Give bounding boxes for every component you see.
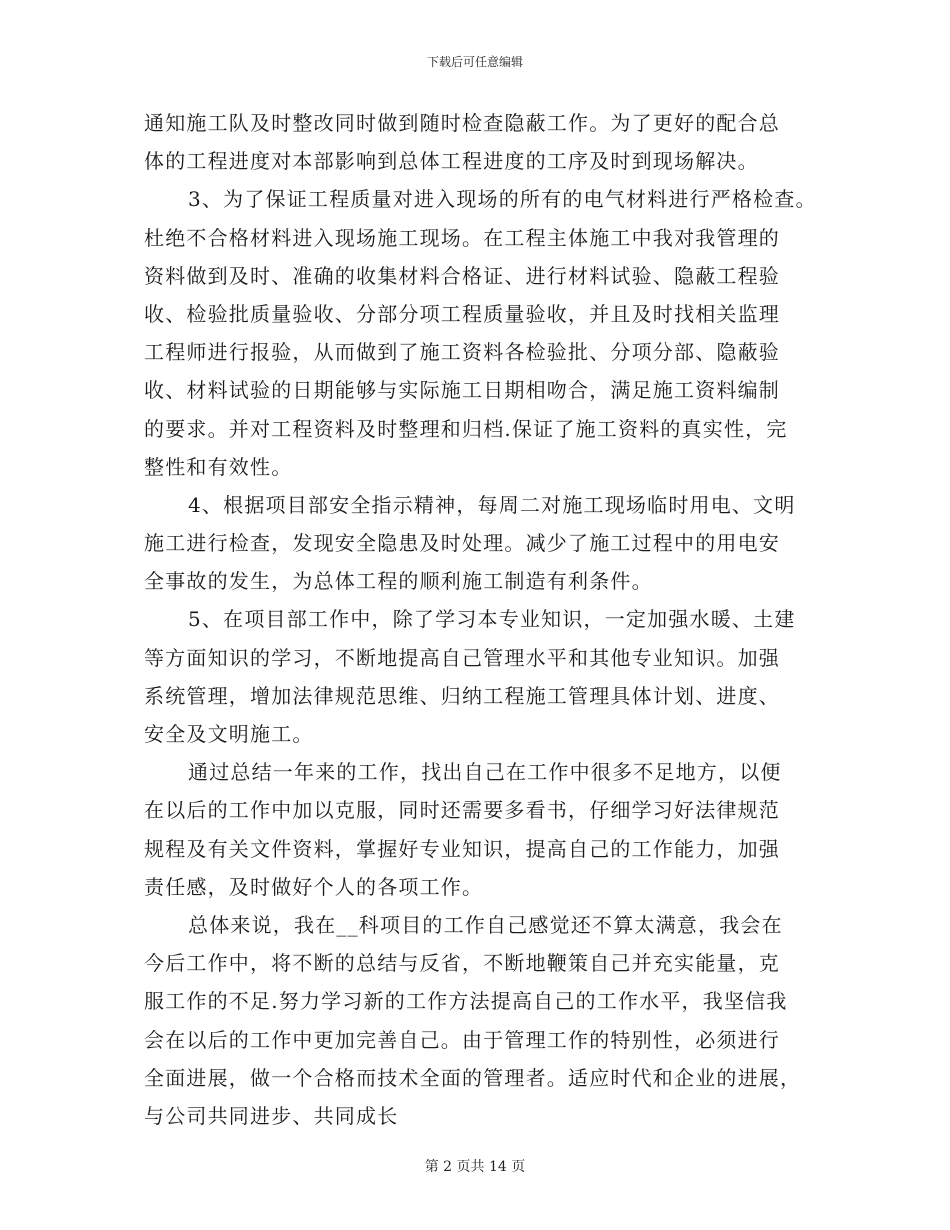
body-text-line: 杜绝不合格材料进入现场施工现场。在工程主体施工中我对我管理的 (144, 225, 780, 250)
body-text-line: 与公司共同进步、共同成长 (144, 1103, 399, 1128)
body-text-line: 服工作的不足.努力学习新的工作方法提高自己的工作水平，我坚信我 (144, 989, 788, 1014)
body-text-line: 今后工作中，将不断的总结与反省，不断地鞭策自己并充实能量，克 (144, 951, 780, 976)
body-text-line: 收、材料试验的日期能够与实际施工日期相吻合，满足施工资料编制 (144, 378, 780, 403)
body-text-line: 整性和有效性。 (144, 454, 293, 479)
body-text-line: 的要求。并对工程资料及时整理和归档.保证了施工资料的真实性，完 (144, 416, 788, 441)
document-body (144, 104, 834, 1135)
body-text-line: 收、检验批质量验收、分部分项工程质量验收，并且及时找相关监理 (144, 301, 780, 326)
body-text-line: 责任感，及时做好个人的各项工作。 (144, 874, 484, 899)
body-text-line: 系统管理，增加法律规范思维、归纳工程施工管理具体计划、进度、 (144, 683, 780, 708)
body-text-line: 在以后的工作中加以克服，同时还需要多看书，仔细学习好法律规范 (144, 798, 780, 823)
body-text-line: 4、根据项目部安全指示精神，每周二对施工现场临时用电、文明 (188, 492, 796, 517)
body-text-line: 全面进展，做一个合格而技术全面的管理者。适应时代和企业的进展， (144, 1065, 802, 1090)
body-text-line: 总体来说，我在__科项目的工作自己感觉还不算太满意，我会在 (188, 912, 783, 937)
page-number-footer: 第 2 页共 14 页 (424, 1159, 526, 1175)
body-text-line: 会在以后的工作中更加完善自己。由于管理工作的特别性，必须进行 (144, 1027, 780, 1052)
body-text-line: 全事故的发生，为总体工程的顺利施工制造有利条件。 (144, 569, 653, 594)
body-text-line: 通过总结一年来的工作，找出自己在工作中很多不足地方，以便 (188, 760, 782, 785)
body-text-line: 5、在项目部工作中，除了学习本专业知识，一定加强水暖、土建 (188, 607, 796, 632)
body-text-line: 等方面知识的学习，不断地提高自己管理水平和其他专业知识。加强 (144, 645, 780, 670)
body-text-line: 工程师进行报验，从而做到了施工资料各检验批、分项分部、隐蔽验 (144, 340, 780, 365)
page-header: 下载后可任意编辑 (426, 55, 523, 69)
body-text-line: 3、为了保证工程质量对进入现场的所有的电气材料进行严格检查。 (188, 187, 817, 212)
body-text-line: 规程及有关文件资料，掌握好专业知识，提高自己的工作能力，加强 (144, 836, 780, 861)
body-text-line: 通知施工队及时整改同时做到随时检查隐蔽工作。为了更好的配合总 (144, 111, 780, 135)
body-text-line: 体的工程进度对本部影响到总体工程进度的工序及时到现场解决。 (144, 149, 759, 174)
body-text-line: 安全及文明施工。 (144, 722, 314, 746)
body-text-line: 资料做到及时、准确的收集材料合格证、进行材料试验、隐蔽工程验 (144, 263, 780, 288)
body-text-line: 施工进行检查，发现安全隐患及时处理。减少了施工过程中的用电安 (144, 531, 780, 556)
